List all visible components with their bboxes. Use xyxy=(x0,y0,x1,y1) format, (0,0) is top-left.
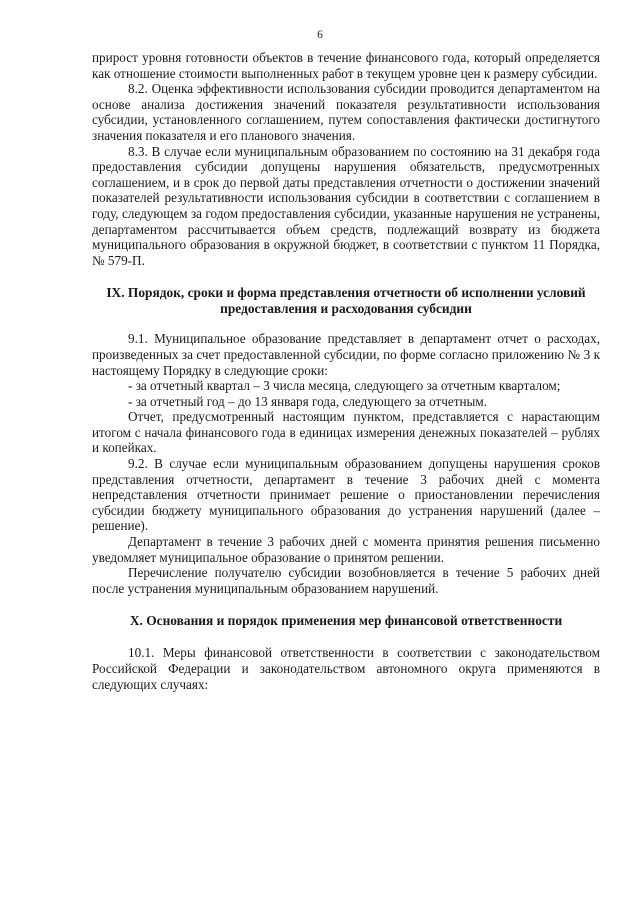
paragraph-report-form: Отчет, предусмотренный настоящим пунктом, представляется с нарастающим итогом с начала финансового года в единицах измерения денежных показателей – рублях и копейках. xyxy=(92,409,600,456)
paragraph-8-2: 8.2. Оценка эффективности использования субсидии проводится департаментом на основе анализа достижения значений показателя результативности использования субсидии, установленного соглашением, путем сопоставления фактически достигнутого значения показателя и его планового значения. xyxy=(92,81,600,143)
section-9-heading: IX. Порядок, сроки и форма представления отчетности об исполнении условий предоставления и расходования субсидии xyxy=(106,285,586,317)
paragraph-resume: Перечисление получателю субсидии возобновляется в течение 5 рабочих дней после устранения муниципальным образованием нарушений. xyxy=(92,565,600,596)
paragraph-9-1: 9.1. Муниципальное образование представляет в департамент отчет о расходах, произведенных за счет предоставленной субсидии, по форме согласно приложению № 3 к настоящему Порядку в следующие сроки: xyxy=(92,331,600,378)
paragraph-9-2: 9.2. В случае если муниципальным образованием допущены нарушения сроков представления отчетности, департамент в течение 3 рабочих дней с момента непредставления отчетности принимает решение о приостановлении перечисления субсидии бюджету муниципального образования до устранения нарушений (далее – решение). xyxy=(92,456,600,534)
page-number: 6 xyxy=(317,29,323,41)
paragraph-8-3: 8.3. В случае если муниципальным образованием по состоянию на 31 декабря года предоставления субсидии допущены нарушения обязательств, предусмотренных соглашением, и в срок до первой даты представления отчетности о достижении значений показателей результативности использования субсидии в соответствии с соглашением в году, следующем за годом предоставления субсидии, указанные нарушения не устранены, департаментом рассчитывается объем средств, подлежащий возврату из бюджета муниципального образования в окружной бюджет, в соответствии с пунктом 11 Порядка, № 579-П. xyxy=(92,143,600,268)
paragraph-notification: Департамент в течение 3 рабочих дней с момента принятия решения письменно уведомляет муниципальное образование о принятом решении. xyxy=(92,534,600,565)
document-body xyxy=(92,50,600,692)
paragraph-continuation: прирост уровня готовности объектов в течение финансового года, который определяется как отношение стоимости выполненных работ в текущем уровне цен к размеру субсидии. xyxy=(92,50,600,81)
section-10-heading: X. Основания и порядок применения мер финансовой ответственности xyxy=(129,613,563,629)
paragraph-10-1: 10.1. Меры финансовой ответственности в соответствии с законодательством Российской Федерации и законодательством автономного округа применяются в следующих случаях: xyxy=(92,645,600,692)
list-item-quarterly: - за отчетный квартал – 3 числа месяца, следующего за отчетным кварталом; xyxy=(128,378,561,394)
list-item-yearly: - за отчетный год – до 13 января года, следующего за отчетным. xyxy=(128,393,488,409)
